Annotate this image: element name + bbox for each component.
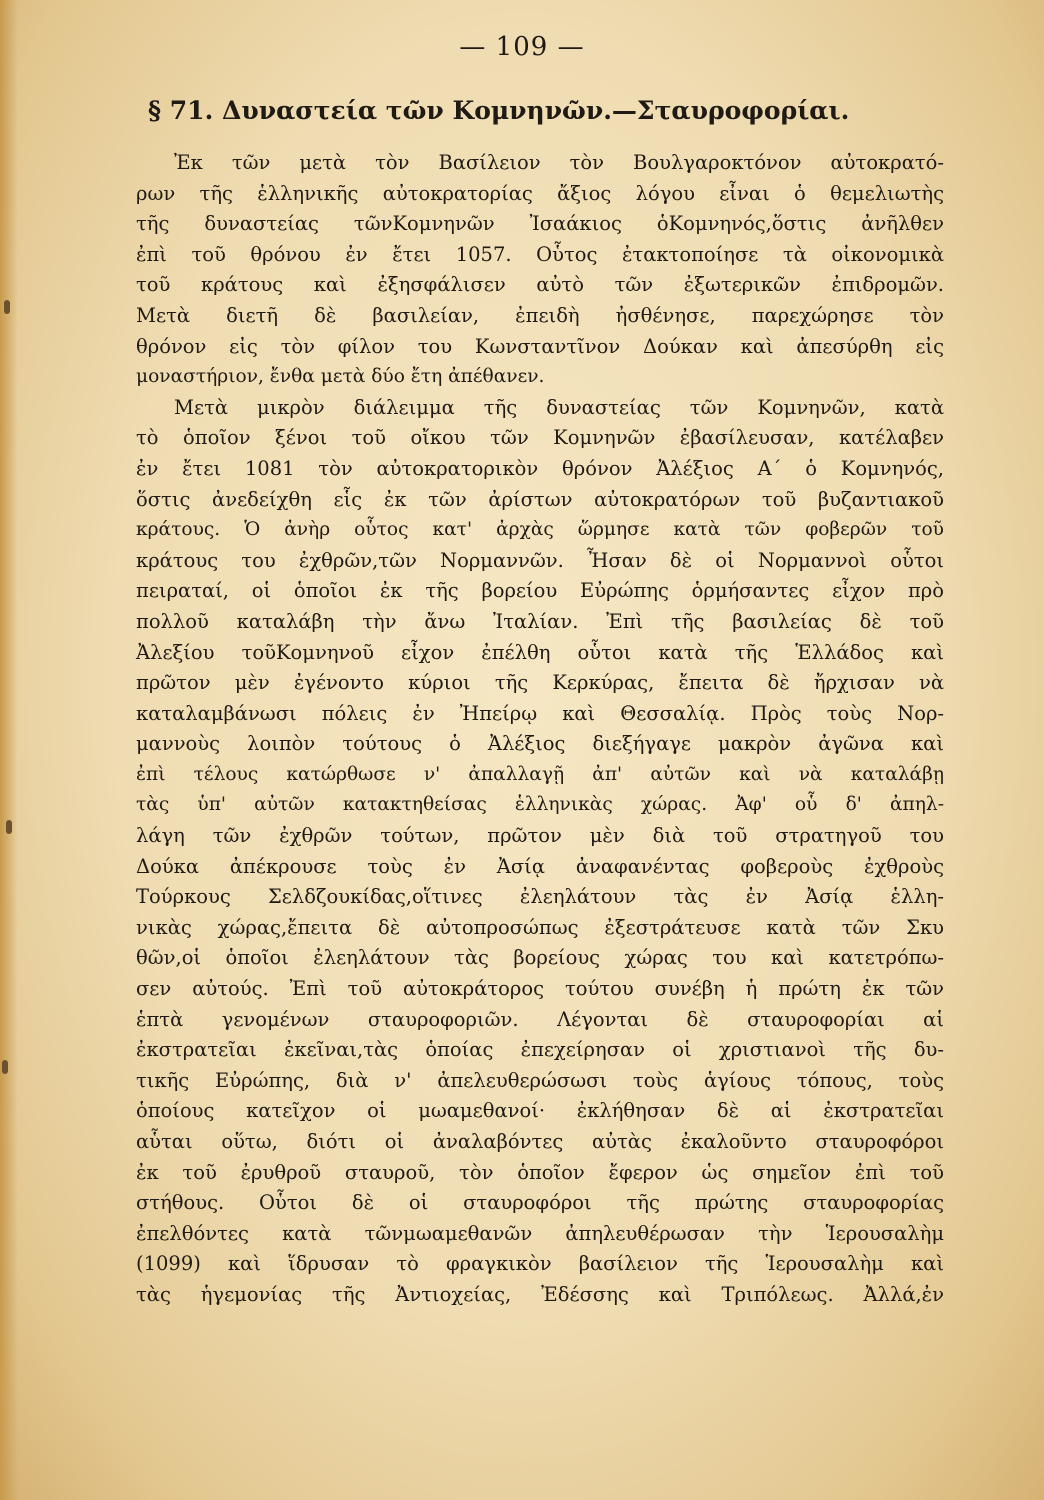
text-line: πειραταί, οἱ ὁποῖοι ἐκ τῆς βορείου Εὐρώπης ὁρμήσαντες εἶχον πρὸ <box>136 579 944 603</box>
text-line: καταλαμβάνωσι πόλεις ἐν Ἠπείρῳ καὶ Θεσσαλίᾳ. Πρὸς τοὺς Νορ- <box>136 701 944 725</box>
text-line: Ἐκ τῶν μετὰ τὸν Βασίλειον τὸν Βουλγαροκτόνον αὐτοκρατό- <box>174 151 944 174</box>
margin-mark <box>2 1060 8 1074</box>
text-line: ἐκστρατεῖαι ἐκεῖναι,τὰς ὁποίας ἐπεχείρησαν οἱ χριστιανοὶ τῆς δυ- <box>136 1038 944 1062</box>
text-line: ἐπὶ τέλους κατώρθωσε ν' ἀπαλλαγῇ ἀπ' αὐτῶν καὶ νὰ καταλάβῃ <box>136 763 944 785</box>
margin-mark <box>6 820 12 834</box>
text-line: ρων τῆς ἑλληνικῆς αὐτοκρατορίας ἄξιος λόγου εἶναι ὁ θεμελιωτὴς <box>136 181 944 205</box>
text-line: κράτους του ἐχθρῶν,τῶν Νορμαννῶν. Ἦσαν δὲ οἱ Νορμαννοὶ οὗτοι <box>136 548 944 572</box>
text-line: ἐκ τοῦ ἐρυθροῦ σταυροῦ, τὸν ὁποῖον ἔφερον ὡς σημεῖον ἐπὶ τοῦ <box>136 1160 944 1184</box>
text-line: τὸ ὁποῖον ξένοι τοῦ οἴκου τῶν Κομνηνῶν ἐβασίλευσαν, κατέλαβεν <box>136 426 944 450</box>
text-line: τικῆς Εὐρώπης, διὰ ν' ἀπελευθερώσωσι τοὺς ἁγίους τόπους, τοὺς <box>136 1068 944 1092</box>
text-line: Τούρκους Σελδζουκίδας,οἵτινες ἐλεηλάτουν τὰς ἐν Ἀσίᾳ ἑλλη- <box>136 885 944 909</box>
text-line: ἐπελθόντες κατὰ τῶνμωαμεθανῶν ἀπηλευθέρωσαν τὴν Ἱερουσαλὴμ <box>136 1221 944 1245</box>
text-line: μαννοὺς λοιπὸν τούτους ὁ Ἀλέξιος διεξήγαγε μακρὸν ἀγῶνα καὶ <box>136 732 944 756</box>
text-line: Δούκα ἀπέκρουσε τοὺς ἐν Ἀσίᾳ ἀναφανέντας φοβεροὺς ἐχθροὺς <box>136 854 944 878</box>
text-line: κράτους. Ὁ ἀνὴρ οὗτος κατ' ἀρχὰς ὥρμησε κατὰ τῶν φοβερῶν τοῦ <box>136 519 944 541</box>
text-line: τὰς ἡγεμονίας τῆς Ἀντιοχείας, Ἐδέσσης καὶ Τριπόλεως. Ἀλλά,ἐν <box>136 1282 944 1306</box>
text-line: ἑπτὰ γενομένων σταυροφοριῶν. Λέγονται δὲ σταυροφορίαι αἱ <box>136 1007 944 1031</box>
text-line: ὅστις ἀνεδείχθη εἷς ἐκ τῶν ἀρίστων αὐτοκρατόρων τοῦ βυζαντιακοῦ <box>136 487 944 511</box>
text-line: ἐν ἔτει 1081 τὸν αὐτοκρατορικὸν θρόνον Ἀλέξιος Α΄ ὁ Κομνηνός, <box>136 456 944 480</box>
text-line: σεν αὐτούς. Ἐπὶ τοῦ αὐτοκράτορος τούτου συνέβη ἡ πρώτη ἐκ τῶν <box>136 977 944 1001</box>
text-line: πρῶτον μὲν ἐγένοντο κύριοι τῆς Κερκύρας, ἔπειτα δὲ ἤρχισαν νὰ <box>136 671 944 695</box>
text-line: Ἀλεξίου τοῦΚομνηνοῦ εἶχον ἐπέλθη οὗτοι κατὰ τῆς Ἑλλάδος καὶ <box>136 640 944 664</box>
text-line: νικὰς χώρας,ἔπειτα δὲ αὐτοπροσώπως ἐξεστράτευσε κατὰ τῶν Σκυ <box>136 915 944 939</box>
text-line: Μετὰ διετῆ δὲ βασιλείαν, ἐπειδὴ ἠσθένησε, παρεχώρησε τὸν <box>136 303 944 327</box>
page-number: — 109 — <box>459 32 585 62</box>
section-heading: § 71. Δυναστεία τῶν Κομνηνῶν.—Σταυροφορίαι. <box>148 96 850 125</box>
margin-mark <box>4 300 10 314</box>
text-line: τὰς ὑπ' αὐτῶν κατακτηθείσας ἑλληνικὰς χώρας. Ἀφ' οὗ δ' ἀπηλ- <box>136 794 944 816</box>
text-line: πολλοῦ καταλάβη τὴν ἄνω Ἰταλίαν. Ἐπὶ τῆς βασιλείας δὲ τοῦ <box>136 609 944 633</box>
text-line: στήθους. Οὗτοι δὲ οἱ σταυροφόροι τῆς πρώτης σταυροφορίας <box>136 1191 944 1215</box>
body-text <box>136 148 944 1311</box>
text-line: τῆς δυναστείας τῶνΚομνηνῶν Ἰσαάκιος ὁΚομνηνός,ὅστις ἀνῆλθεν <box>136 212 944 236</box>
text-line: λάγη τῶν ἐχθρῶν τούτων, πρῶτον μὲν διὰ τοῦ στρατηγοῦ του <box>136 824 944 848</box>
text-line: θρόνον εἰς τὸν φίλον του Κωνσταντῖνον Δούκαν καὶ ἀπεσύρθη εἰς <box>136 334 944 358</box>
text-line: ὁποίους κατεῖχον οἱ μωαμεθανοί· ἐκλήθησαν δὲ αἱ ἐκστρατεῖαι <box>136 1099 944 1123</box>
text-line: μοναστήριον, ἔνθα μετὰ δύο ἔτη ἀπέθανεν. <box>136 366 545 388</box>
page-edge-shadow <box>0 0 18 1500</box>
text-line: (1099) καὶ ἵδρυσαν τὸ φραγκικὸν βασίλειον τῆς Ἱερουσαλὴμ καὶ <box>136 1252 944 1276</box>
text-line: Μετὰ μικρὸν διάλειμμα τῆς δυναστείας τῶν Κομνηνῶν, κατὰ <box>174 395 944 419</box>
text-line: ἐπὶ τοῦ θρόνου ἐν ἔτει 1057. Οὗτος ἐτακτοποίησε τὰ οἰκονομικὰ <box>136 242 944 266</box>
text-line: αὗται οὕτω, διότι οἱ ἀναλαβόντες αὐτὰς ἐκαλοῦντο σταυροφόροι <box>136 1130 944 1153</box>
text-line: τοῦ κράτους καὶ ἐξησφάλισεν αὐτὸ τῶν ἐξωτερικῶν ἐπιδρομῶν. <box>136 273 944 297</box>
text-line: θῶν,οἱ ὁποῖοι ἐλεηλάτουν τὰς βορείους χώρας του καὶ κατετρόπω- <box>136 946 944 970</box>
